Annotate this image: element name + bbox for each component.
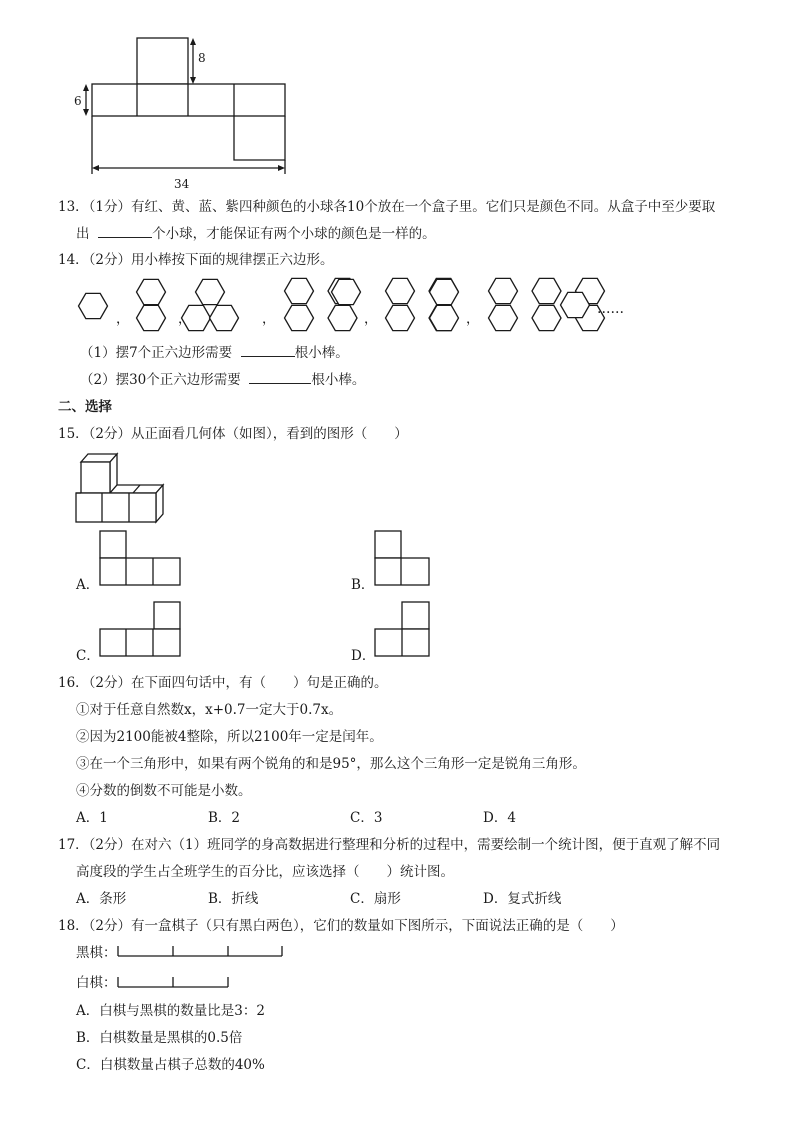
q17-option-a[interactable]: A．条形 [76,891,127,907]
q15-stem: 15．（2分）从正面看几何体（如图），看到的图形（ ） [58,426,408,442]
comma-5: ， [466,311,480,327]
q17-line2: 高度段的学生占全班学生的百分比，应该选择（ ）统计图。 [76,864,454,880]
ellipsis: …… [597,301,624,317]
q16-option-a[interactable]: A．1 [76,810,108,826]
label-34: 34 [174,177,190,191]
white-label: 白棋： [76,975,117,991]
comma-2: ， [178,311,192,327]
q16-stem: 16．（2分）在下面四句话中，有（ ）句是正确的。 [58,675,388,691]
q14-stem: 14．（2分）用小棒按下面的规律摆正六边形。 [58,252,334,268]
q15-option-d[interactable]: D． [351,648,376,664]
q16-option-b[interactable]: B．2 [208,810,241,826]
section-heading: 二、选择 [58,399,112,415]
q14-sub1: （1）摆7个正六边形需要 根小棒。 [80,345,349,361]
q18-option-b[interactable]: B．白棋数量是黑棋的0.5倍 [76,1030,243,1046]
label-6: 6 [74,94,82,108]
q17-option-d[interactable]: D．复式折线 [483,891,562,907]
q14-sub2: （2）摆30个正六边形需要 根小棒。 [80,372,366,388]
black-label: 黑棋： [76,945,117,961]
comma-1: ， [116,311,130,327]
q15-option-c[interactable]: C． [76,648,100,664]
q17-option-c[interactable]: C．扇形 [350,891,401,907]
q17-option-b[interactable]: B．折线 [208,891,259,907]
comma-4: ， [364,311,378,327]
q17-line1: 17．（2分）在对六（1）班同学的身高数据进行整理和分析的过程中，需要绘制一个统计图，便于直观了解不同 [58,837,721,853]
q13-line2: 出 个小球，才能保证有两个小球的颜色是一样的。 [76,226,436,242]
comma-3: ， [262,311,276,327]
q13-line1: 13．（1分）有红、黄、蓝、紫四种颜色的小球各10个放在一个盒子里。它们只是颜色不同。从盒子中至少要取 [58,199,716,215]
q18-option-c[interactable]: C．白棋数量占棋子总数的40% [76,1057,265,1073]
q16-option-d[interactable]: D．4 [483,810,516,826]
q16-statement-1: ①对于任意自然数x，x+0.7一定大于0.7x。 [76,702,343,718]
q18-stem: 18．（2分）有一盒棋子（只有黑白两色），它们的数量如下图所示，下面说法正确的是（ ） [58,918,624,934]
q16-statement-2: ②因为2100能被4整除，所以2100年一定是闰年。 [76,729,383,745]
q15-option-b[interactable]: B． [351,577,375,593]
label-8: 8 [198,51,206,65]
q16-statement-3: ③在一个三角形中，如果有两个锐角的和是95°，那么这个三角形一定是锐角三角形。 [76,756,586,772]
q15-option-a[interactable]: A． [76,577,100,593]
q16-option-c[interactable]: C．3 [350,810,383,826]
q18-option-a[interactable]: A．白棋与黑棋的数量比是3：2 [76,1003,265,1019]
q16-statement-4: ④分数的倒数不可能是小数。 [76,783,252,799]
